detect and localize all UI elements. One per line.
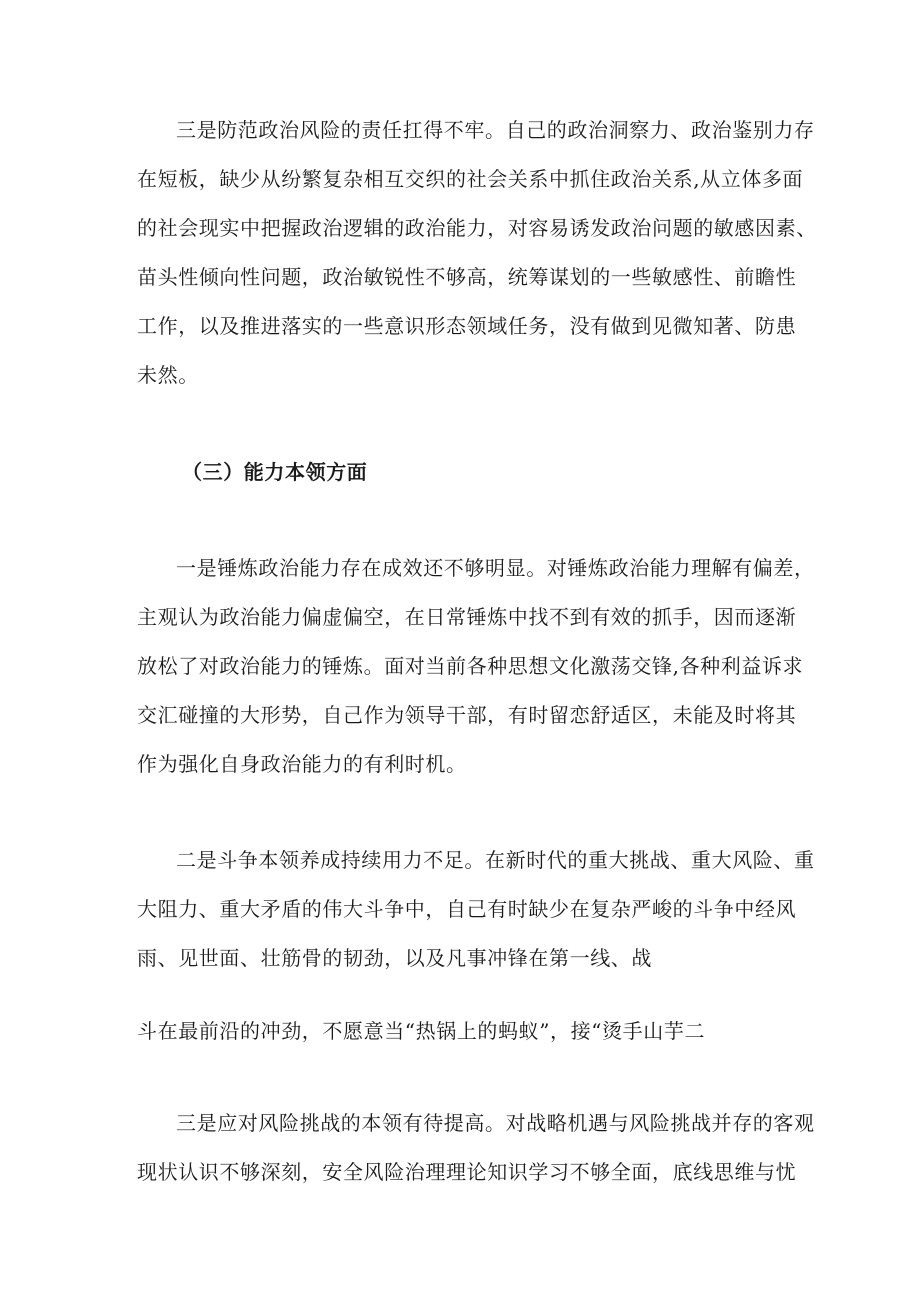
paragraph-2-line-2: 主观认为政治能力偏虚偏空，在日常锤炼中找不到有效的抓手，因而逐渐 bbox=[137, 605, 797, 629]
paragraph-1-line-5: 工作，以及推进落实的一些意识形态领域任务，没有做到见微知著、防患 bbox=[137, 314, 797, 338]
paragraph-3-line-3: 雨、见世面、壮筋骨的韧劲，以及凡事冲锋在第一线、战 bbox=[137, 946, 652, 970]
paragraph-3-line-2: 大阻力、重大矛盾的伟大斗争中，自己有时缺少在复杂严峻的斗争中经风 bbox=[137, 897, 797, 921]
paragraph-1-line-3: 的社会现实中把握政治逻辑的政治能力，对容易诱发政治问题的敏感因素、 bbox=[137, 216, 817, 240]
paragraph-2-line-5: 作为强化自身政治能力的有利时机。 bbox=[137, 752, 467, 776]
section-heading: （三）能力本领方面 bbox=[182, 460, 368, 484]
paragraph-1-line-4: 苗头性倾向性问题，政治敏锐性不够高，统筹谋划的一些敏感性、前瞻性 bbox=[137, 265, 797, 289]
paragraph-1-line-6: 未然。 bbox=[137, 363, 199, 387]
paragraph-2-line-3: 放松了对政治能力的锤炼。面对当前各种思想文化激荡交锋,各种利益诉求 bbox=[137, 654, 804, 678]
paragraph-4-line-2: 现状认识不够深刻，安全风险治理理论知识学习不够全面，底线思维与忧 bbox=[137, 1160, 797, 1184]
paragraph-1-line-1: 三是防范政治风险的责任扛得不牢。自己的政治洞察力、政治鉴别力存 bbox=[176, 118, 815, 142]
paragraph-1-line-2: 在短板，缺少从纷繁复杂相互交织的社会关系中抓住政治关系,从立体多面 bbox=[137, 167, 804, 191]
paragraph-4-line-1: 三是应对风险挑战的本领有待提高。对战略机遇与风险挑战并存的客观 bbox=[176, 1111, 815, 1135]
paragraph-3-line-1: 二是斗争本领养成持续用力不足。在新时代的重大挑战、重大风险、重 bbox=[176, 848, 815, 872]
paragraph-3-continuation: 斗在最前沿的冲劲，不愿意当“热锅上的蚂蚁”，接“烫手山芋二 bbox=[137, 1019, 706, 1043]
paragraph-2-line-4: 交汇碰撞的大形势，自己作为领导干部，有时留恋舒适区，未能及时将其 bbox=[137, 703, 797, 727]
paragraph-2-line-1: 一是锤炼政治能力存在成效还不够明显。对锤炼政治能力理解有偏差， bbox=[176, 556, 815, 580]
